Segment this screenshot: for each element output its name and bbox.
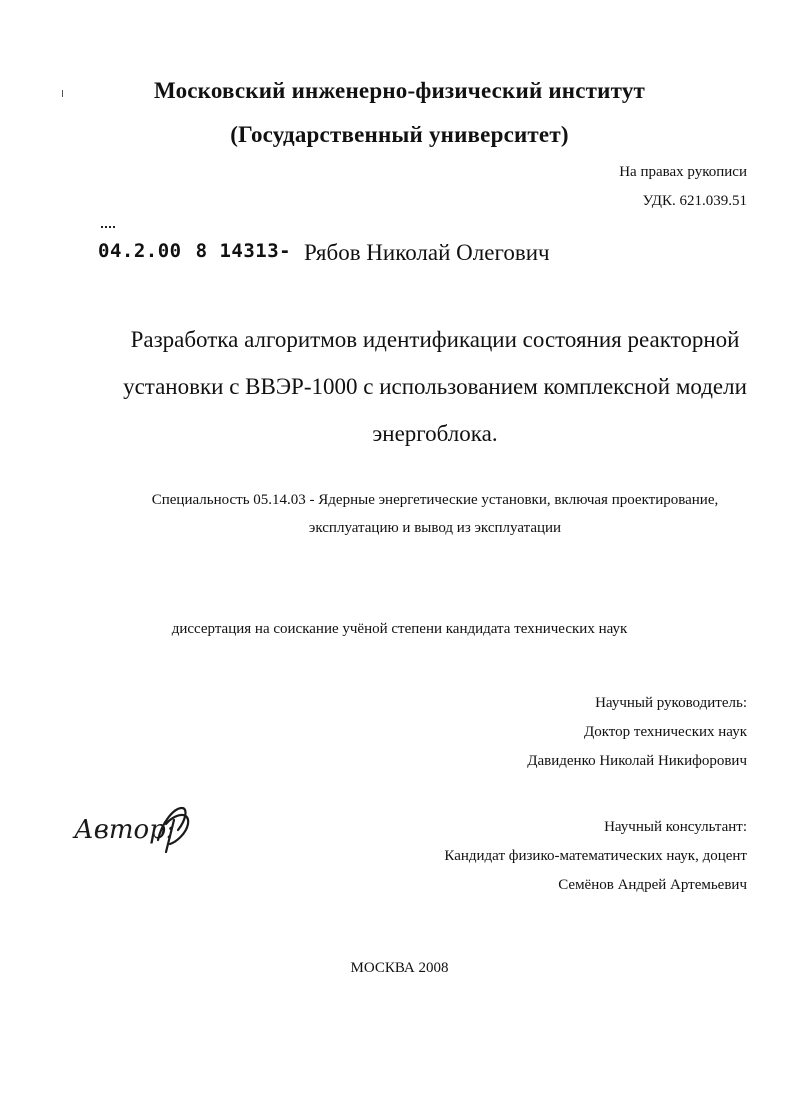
- city-year: МОСКВА 2008: [350, 960, 449, 976]
- udk-code: УДК. 621.039.51: [642, 193, 747, 209]
- thesis-title: Разработка алгоритмов идентификации состояния реакторной установки с ВВЭР-1000 с использованием комплексной модели энергоблока.: [123, 327, 747, 446]
- institution-name: Московский инженерно-физический институт: [153, 78, 646, 103]
- author-signature: [70, 800, 210, 860]
- supervisor-label: Научный руководитель:: [595, 695, 747, 711]
- supervisor-name: Давиденко Николай Никифорович: [527, 753, 747, 769]
- institution-status: (Государственный университет): [230, 122, 569, 147]
- manuscript-note: На правах рукописи: [619, 164, 747, 180]
- specialty: Специальность 05.14.03 - Ядерные энергетические установки, включая проектирование, эксплуатацию и вывод из эксплуатации: [151, 492, 719, 536]
- registration-stamp: [98, 240, 291, 262]
- consultant-degree: Кандидат физико-математических наук, доцент: [444, 848, 747, 864]
- signature-text: Автор:: [74, 815, 175, 845]
- consultant-label: Научный консультант:: [604, 819, 747, 835]
- author-name: Рябов Николай Олегович: [304, 240, 550, 265]
- stamp-dash: -: [279, 240, 292, 262]
- stamp-tick-mark: [101, 226, 115, 232]
- consultant-name: Семёнов Андрей Артемьевич: [558, 877, 747, 893]
- degree-statement: диссертация на соискание учёной степени кандидата технических наук: [171, 621, 628, 637]
- stamp-date: 04.2.00: [98, 240, 182, 262]
- supervisor-degree: Доктор технических наук: [583, 724, 747, 740]
- stamp-number: 8 14313: [195, 240, 280, 262]
